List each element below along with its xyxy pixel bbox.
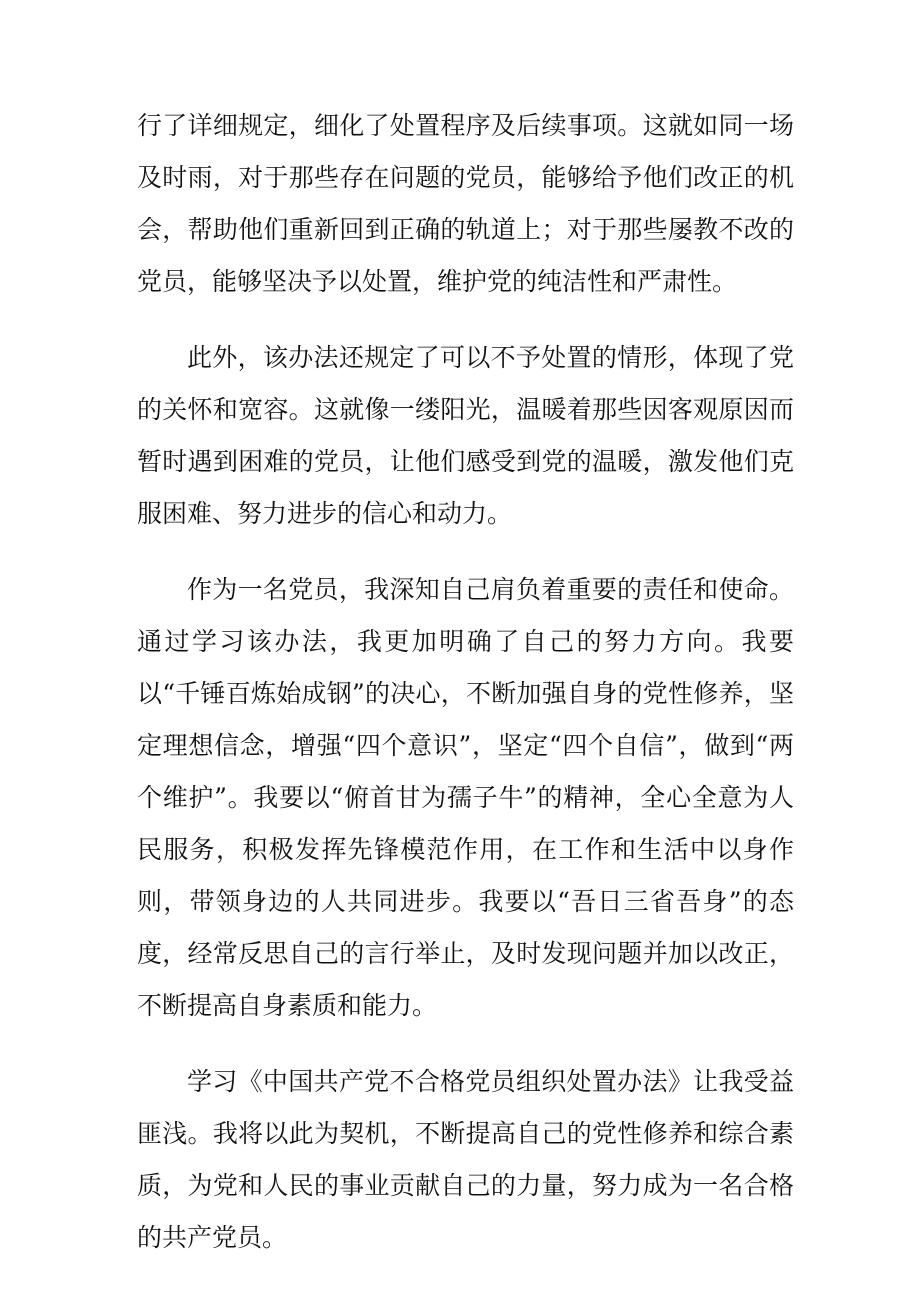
paragraph-4: 学习《中国共产党不合格党员组织处置办法》让我受益匪浅。我将以此为契机，不断提高自己的党性修养和综合素质，为党和人民的事业贡献自己的力量，努力成为一名合格的共产党员。 [137, 1067, 794, 1252]
paragraph-3: 作为一名党员，我深知自己肩负着重要的责任和使命。通过学习该办法，我更加明确了自己的努力方向。我要以“千锤百炼始成钢”的决心，不断加强自身的党性修养，坚定理想信念，增强“四个意识”，坚定“四个自信”，做到“两个维护”。我要以“俯首甘为孺子牛”的精神，全心全意为人民服务，积极发挥先锋模范作用，在工作和生活中以身作则，带领身边的人共同进步。我要以“吾日三省吾身”的态度，经常反思自己的言行举止，及时发现问题并加以改正，不断提高自身素质和能力。 [137, 575, 794, 1020]
document-body [137, 100, 794, 1288]
paragraph-2: 此外，该办法还规定了可以不予处置的情形，体现了党的关怀和宽容。这就像一缕阳光，温暖着那些因客观原因而暂时遇到困难的党员，让他们感受到党的温暖，激发他们克服困难、努力进步的信心和动力。 [137, 343, 794, 528]
paragraph-1: 行了详细规定，细化了处置程序及后续事项。这就如同一场及时雨，对于那些存在问题的党员，能够给予他们改正的机会，帮助他们重新回到正确的轨道上；对于那些屡教不改的党员，能够坚决予以处置，维护党的纯洁性和严肃性。 [137, 111, 794, 296]
